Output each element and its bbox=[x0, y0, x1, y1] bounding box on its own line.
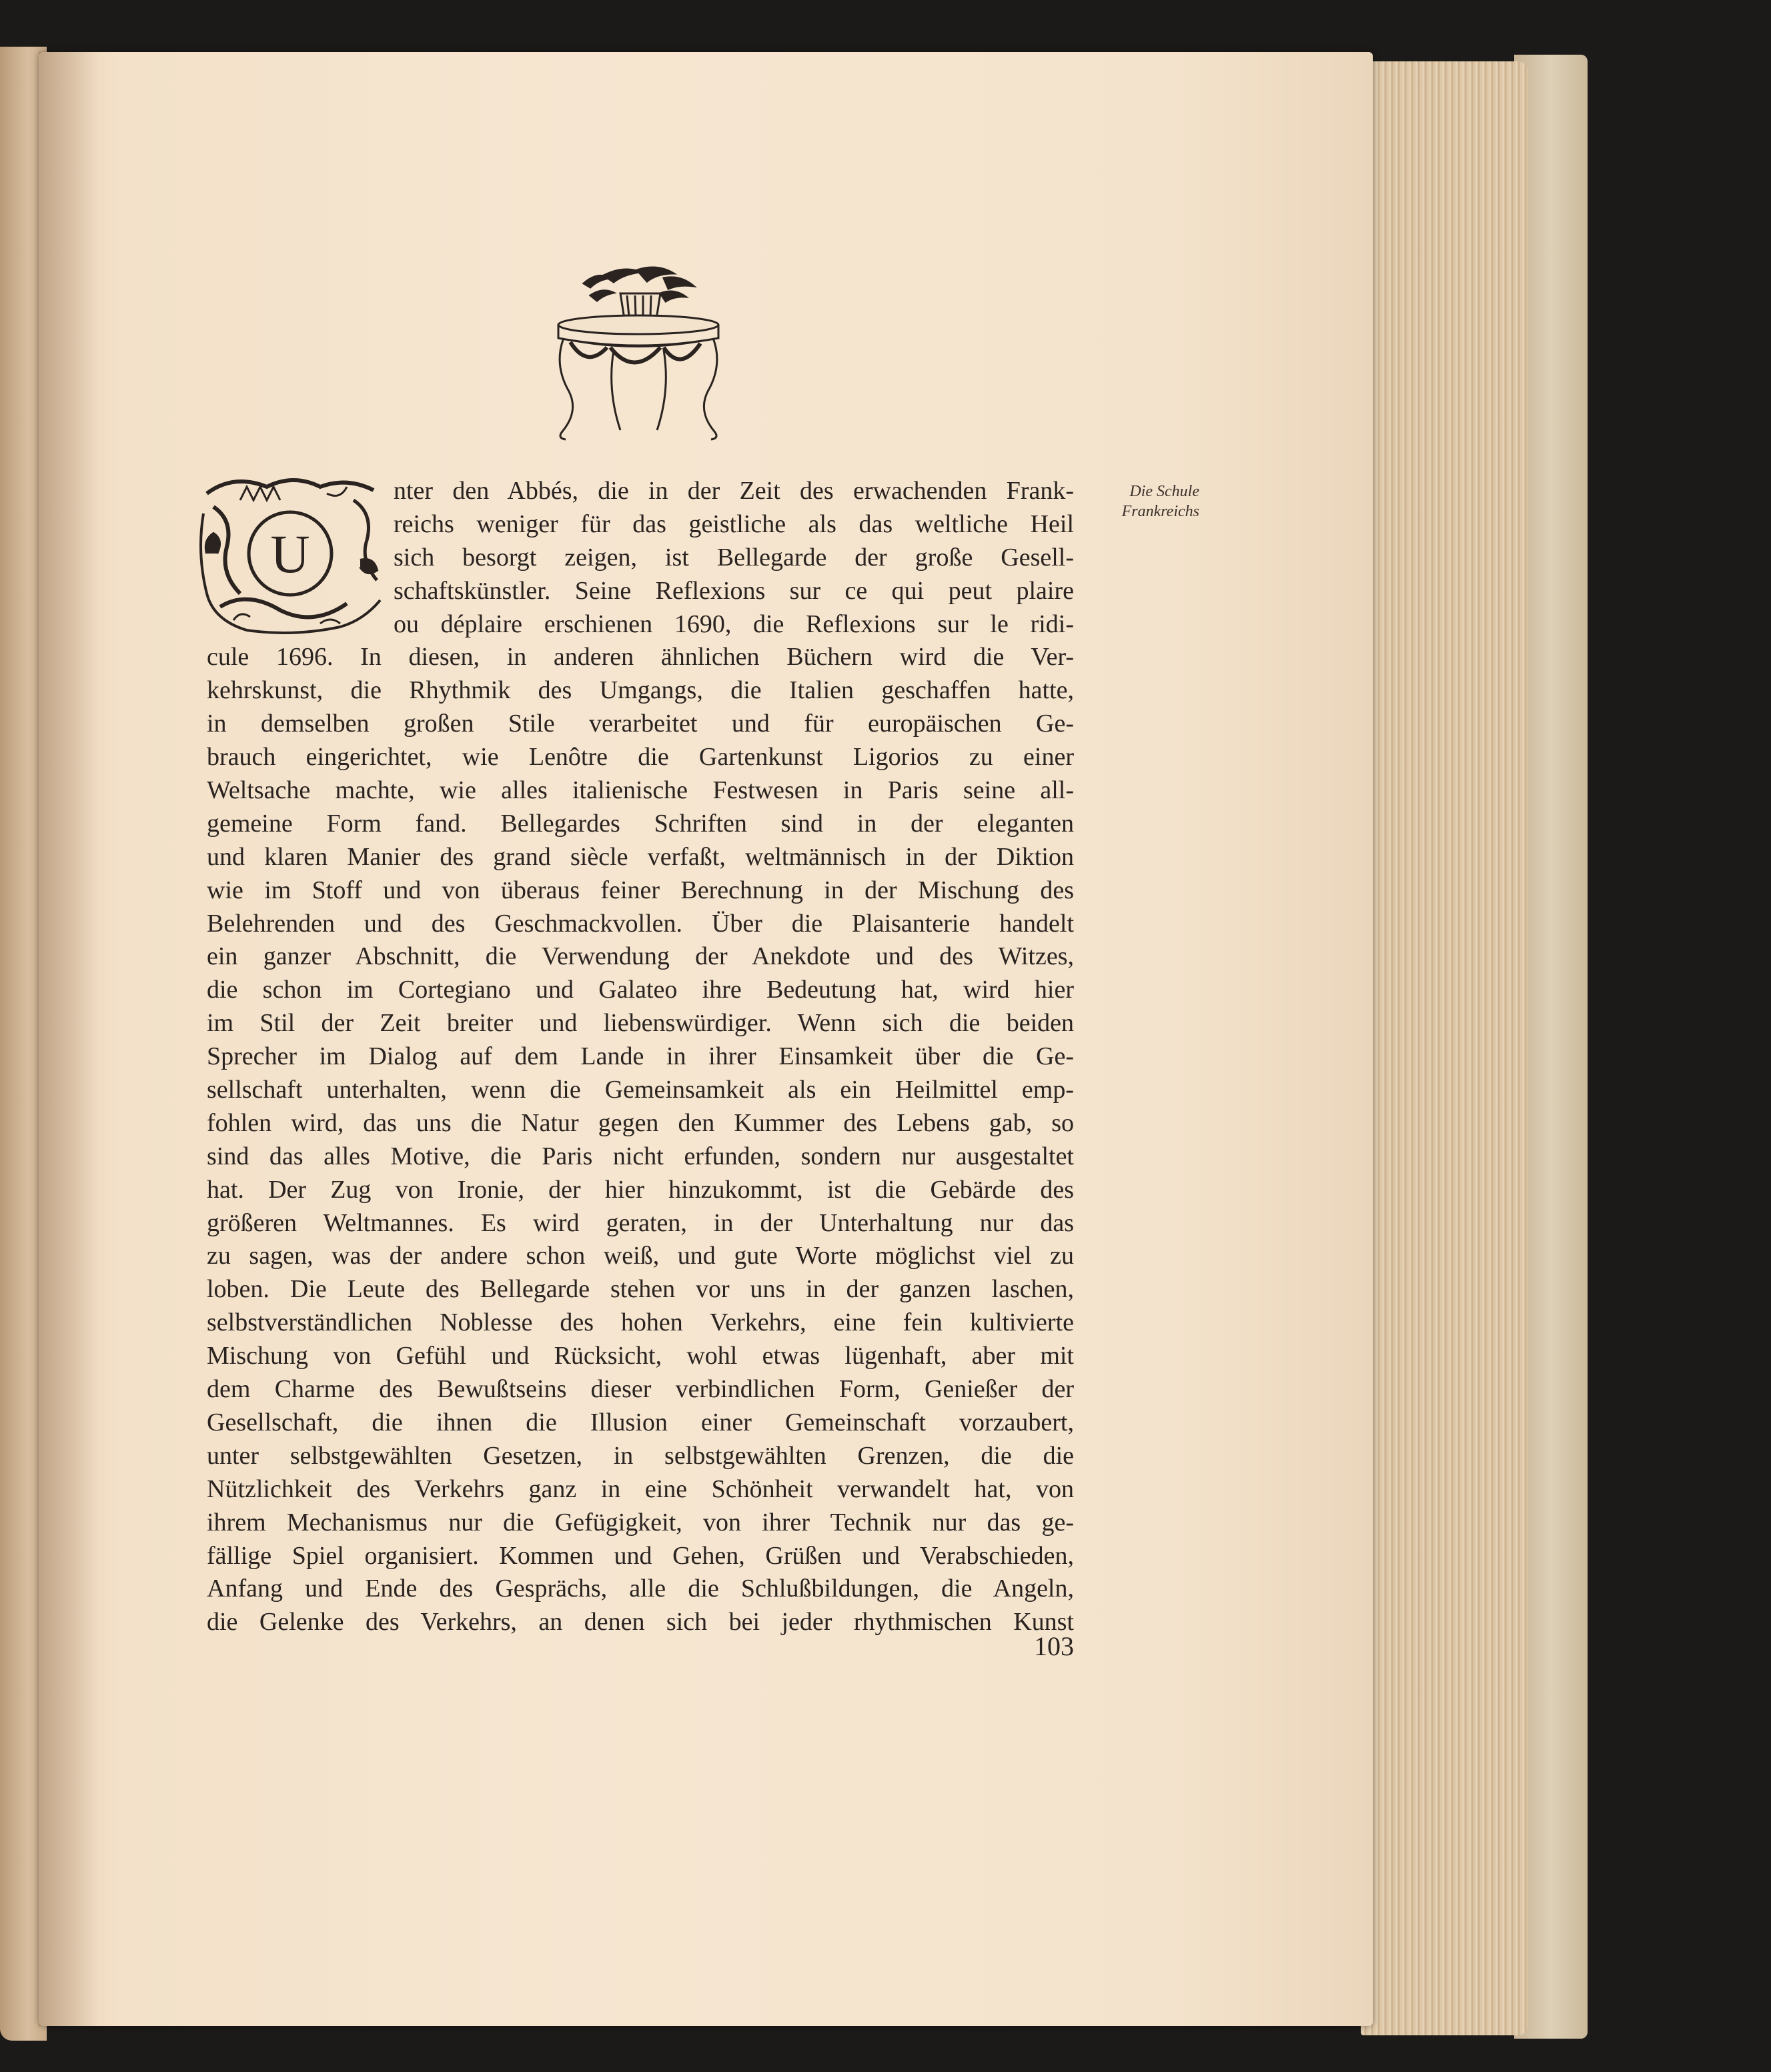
text-line: unter selbstgewählten Gesetzen, in selbstgewählten Grenzen, die die bbox=[207, 1441, 1074, 1470]
text-line: brauch eingerichtet, wie Lenôtre die Gartenkunst Ligorios zu einer bbox=[207, 743, 1074, 772]
text-line: ou déplaire erschienen 1690, die Reflexions sur le ridi- bbox=[394, 610, 1074, 638]
text-line: in demselben großen Stile verarbeitet und für europäischen Ge- bbox=[207, 710, 1074, 738]
text-line: Gesellschaft, die ihnen die Illusion einer Gemeinschaft vorzaubert, bbox=[207, 1408, 1074, 1436]
text-line: reichs weniger für das geistliche als das weltliche Heil bbox=[394, 509, 1074, 538]
page-number: 103 bbox=[1034, 1631, 1074, 1661]
margin-note-line: Die Schule bbox=[1129, 483, 1199, 500]
text-line: sich besorgt zeigen, ist Bellegarde der große Gesell- bbox=[394, 543, 1074, 572]
text-line: fohlen wird, das uns die Natur gegen den Kummer des Lebens gab, so bbox=[207, 1108, 1074, 1137]
text-line: die schon im Cortegiano und Galateo ihre Bedeutung hat, wird hier bbox=[207, 976, 1074, 1004]
text-line: wie im Stoff und von überaus feiner Berechnung in der Mischung des bbox=[207, 876, 1074, 904]
text-line: selbstverständlichen Noblesse des hohen Verkehrs, eine fein kultivierte bbox=[207, 1308, 1074, 1337]
text-line: Sprecher im Dialog auf dem Lande in ihrer Einsamkeit über die Ge- bbox=[207, 1042, 1074, 1071]
text-line: die Gelenke des Verkehrs, an denen sich bei jeder rhythmischen Kunst bbox=[207, 1608, 1074, 1637]
table-ornament-icon bbox=[550, 263, 727, 447]
text-line: sind das alles Motive, die Paris nicht erfunden, sondern nur ausgestaltet bbox=[207, 1142, 1074, 1170]
text-line: gemeine Form fand. Bellegardes Schriften sind in der eleganten bbox=[207, 809, 1074, 838]
text-line: ihrem Mechanismus nur die Gefügigkeit, von ihrer Technik nur das ge- bbox=[207, 1508, 1074, 1536]
text-line: hat. Der Zug von Ironie, der hier hinzukommt, ist die Gebärde des bbox=[207, 1175, 1074, 1204]
text-line: dem Charme des Bewußtseins dieser verbindlichen Form, Genießer der bbox=[207, 1375, 1074, 1404]
text-line: nter den Abbés, die in der Zeit des erwachenden Frank- bbox=[394, 477, 1074, 505]
text-line: cule 1696. In diesen, in anderen ähnlichen Büchern wird die Ver- bbox=[207, 643, 1074, 672]
text-line: ein ganzer Abschnitt, die Verwendung der Anekdote und des Witzes, bbox=[207, 942, 1074, 971]
text-line: Anfang und Ende des Gesprächs, alle die Schlußbildungen, die Angeln, bbox=[207, 1575, 1074, 1603]
text-line: schaftskünstler. Seine Reflexions sur ce qui peut plaire bbox=[394, 576, 1074, 605]
gutter-shadow bbox=[39, 52, 99, 2026]
text-line: sellschaft unterhalten, wenn die Gemeinsamkeit als ein Heilmittel emp- bbox=[207, 1076, 1074, 1104]
text-line: loben. Die Leute des Bellegarde stehen vor uns in der ganzen laschen, bbox=[207, 1275, 1074, 1304]
page-stack-edge bbox=[1361, 61, 1528, 2035]
text-line: Mischung von Gefühl und Rücksicht, wohl etwas lügenhaft, aber mit bbox=[207, 1342, 1074, 1370]
text-line: kehrskunst, die Rhythmik des Umgangs, die Italien geschaffen hatte, bbox=[207, 676, 1074, 705]
text-line: und klaren Manier des grand siècle verfaßt, weltmännisch in der Diktion bbox=[207, 842, 1074, 871]
text-line: Nützlichkeit des Verkehrs ganz in eine Schönheit verwandelt hat, von bbox=[207, 1474, 1074, 1503]
body-text bbox=[207, 475, 1074, 1639]
text-line: zu sagen, was der andere schon weiß, und gute Worte möglichst viel zu bbox=[207, 1242, 1074, 1270]
margin-note-line: Frankreichs bbox=[1121, 503, 1199, 520]
text-line: größeren Weltmannes. Es wird geraten, in der Unterhaltung nur das bbox=[207, 1208, 1074, 1237]
text-line: fällige Spiel organisiert. Kommen und Gehen, Grüßen und Verabschieden, bbox=[207, 1541, 1074, 1570]
dropcap-letter: U bbox=[270, 524, 310, 584]
text-line: Belehrenden und des Geschmackvollen. Über die Plaisanterie handelt bbox=[207, 909, 1074, 938]
margin-note bbox=[1079, 481, 1199, 522]
text-line: Weltsache machte, wie alles italienische Festwesen in Paris seine all- bbox=[207, 776, 1074, 805]
text-line: im Stil der Zeit breiter und liebenswürdiger. Wenn sich die beiden bbox=[207, 1009, 1074, 1038]
